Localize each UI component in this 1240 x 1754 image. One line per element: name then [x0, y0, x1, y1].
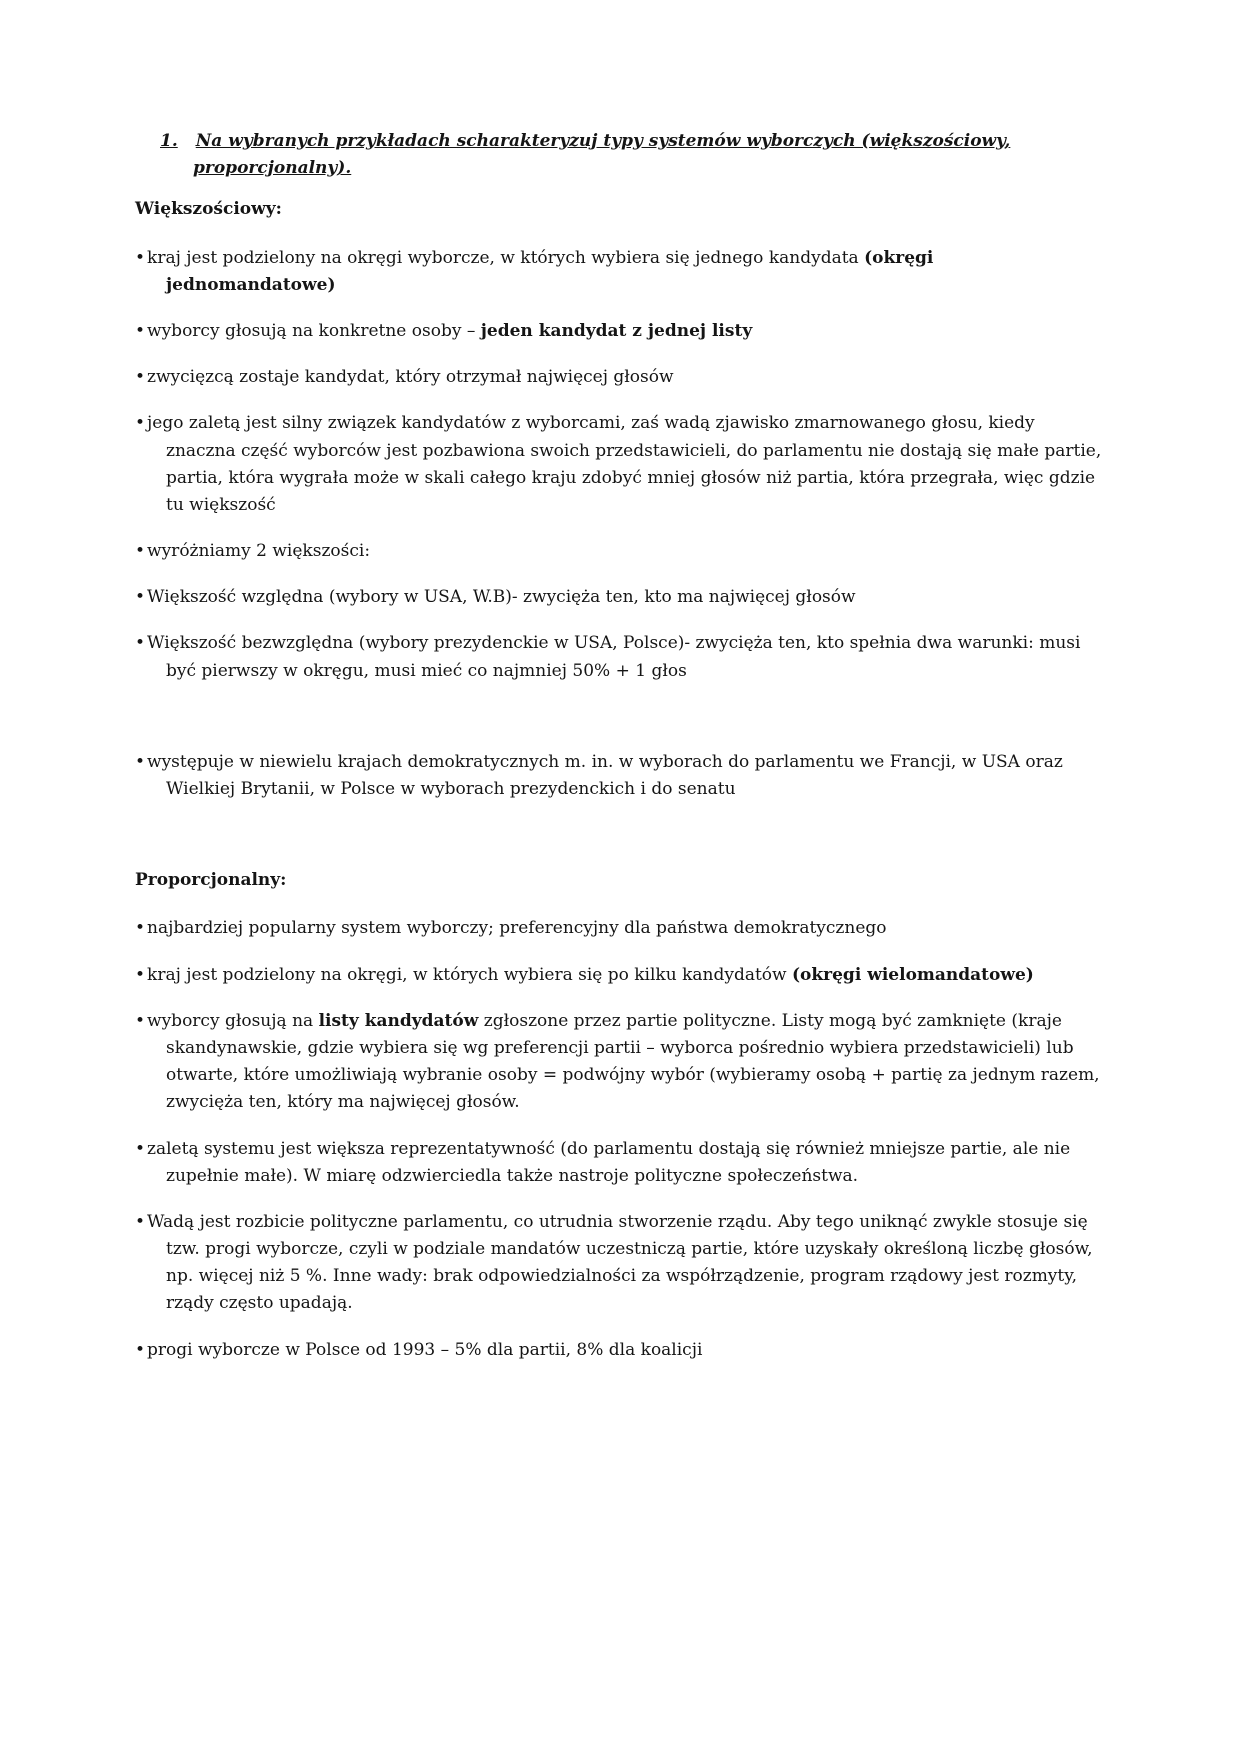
bullet-item — [135, 245, 1105, 299]
bullet-marker: • — [135, 247, 146, 268]
document-title — [135, 128, 1105, 182]
bullet-item — [135, 1337, 1105, 1364]
bullet-item — [135, 1008, 1105, 1117]
bullet-item — [135, 410, 1105, 519]
bullet-item — [135, 364, 1105, 391]
bullet-marker: • — [135, 367, 146, 388]
bullet-text: zwycięzcą zostaje kandydat, który otrzymał najwięcej głosów — [147, 367, 674, 388]
title-text: Na wybranych przykładach scharakteryzuj typy systemów wyborczych (większościowy, proporcjonalny). — [193, 131, 1011, 179]
bullet-marker: • — [135, 541, 146, 562]
bullet-marker: • — [135, 633, 146, 654]
bullet-item — [135, 318, 1105, 345]
bullet-marker: • — [135, 918, 146, 939]
bullet-item — [135, 630, 1105, 684]
bullet-item — [135, 584, 1105, 611]
bullet-text: zaletą systemu jest większa reprezentatywność (do parlamentu dostają się również mniejsze partie, ale nie zupełnie małe). W miarę odzwierciedla także nastroje polityczne społeczeństwa. — [147, 1138, 1071, 1186]
bullet-marker: • — [135, 320, 146, 341]
bullet-text: Wadą jest rozbicie polityczne parlamentu, co utrudnia stworzenie rządu. Aby tego uniknąć zwykle stosuje się tzw. progi wyborcze, czyli w podziale mandatów uczestniczą partie, które uzyskały określoną liczbę głosów, np. więcej niż 5 %. Inne wady: brak odpowiedzialności za współrządzenie, program rządowy jest rozmyty, rządy często upadają. — [147, 1211, 1093, 1314]
bullet-item — [135, 749, 1105, 803]
bullet-item — [135, 1136, 1105, 1190]
bullet-text: jego zaletą jest silny związek kandydatów z wyborcami, zaś wadą zjawisko zmarnowanego głosu, kiedy znaczna część wyborców jest pozbawiona swoich przedstawicieli, do parlamentu nie dostają się małe partie, partia, która wygrała może w skali całego kraju zdobyć mniej głosów niż partia, która przegrała, więc gdzie tu większość — [147, 413, 1102, 515]
bullet-marker: • — [135, 1138, 146, 1159]
bullet-text: najbardziej popularny system wyborczy; preferencyjny dla państwa demokratycznego — [147, 918, 887, 939]
blank-line-spacer — [135, 704, 1105, 749]
bullet-marker: • — [135, 1211, 146, 1232]
bullet-text: wyborcy głosują na listy kandydatów zgłoszone przez partie polityczne. Listy mogą być zamknięte (kraje skandynawskie, gdzie wybiera się wg preferencji partii – wyborca pośrednio wybiera przedstawicieli) lub otwarte, które umożliwiają wybranie osoby = podwójny wybór (wybieramy osobą + partię za jednym razem, zwycięża ten, który ma najwięcej głosów. — [147, 1010, 1100, 1113]
bullet-marker: • — [135, 751, 146, 772]
bullet-item — [135, 538, 1105, 565]
bullet-marker: • — [135, 413, 146, 434]
bullet-item — [135, 962, 1105, 989]
bullet-item — [135, 915, 1105, 942]
bullet-marker: • — [135, 1339, 146, 1360]
bullet-text: wyróżniamy 2 większości: — [147, 541, 371, 562]
bullet-marker: • — [135, 964, 146, 985]
bullet-item — [135, 1209, 1105, 1318]
section-heading-majoritarian: Większościowy: — [135, 199, 282, 220]
bullet-text: kraj jest podzielony na okręgi, w których wybiera się po kilku kandydatów (okręgi wielomandatowe) — [147, 964, 1034, 985]
blank-line-spacer — [135, 822, 1105, 867]
bullet-marker: • — [135, 1010, 146, 1031]
bullet-text: progi wyborcze w Polsce od 1993 – 5% dla partii, 8% dla koalicji — [147, 1339, 703, 1360]
bullet-text: Większość względna (wybory w USA, W.B)- zwycięża ten, kto ma najwięcej głosów — [147, 587, 856, 608]
bullet-marker: • — [135, 587, 146, 608]
bullet-text: wyborcy głosują na konkretne osoby – jeden kandydat z jednej listy — [147, 320, 753, 341]
section-heading-proportional: Proporcjonalny: — [135, 870, 287, 891]
bullet-text: kraj jest podzielony na okręgi wyborcze, w których wybiera się jednego kandydata (okręgi jednomandatowe) — [147, 247, 934, 295]
bullet-text: Większość bezwzględna (wybory prezydenckie w USA, Polsce)- zwycięża ten, kto spełnia dwa warunki: musi być pierwszy w okręgu, musi mieć co najmniej 50% + 1 głos — [147, 633, 1081, 681]
bullet-text: występuje w niewielu krajach demokratycznych m. in. w wyborach do parlamentu we Francji, w USA oraz Wielkiej Brytanii, w Polsce w wyborach prezydenckich i do senatu — [147, 751, 1063, 799]
title-number: 1. — [160, 131, 178, 151]
